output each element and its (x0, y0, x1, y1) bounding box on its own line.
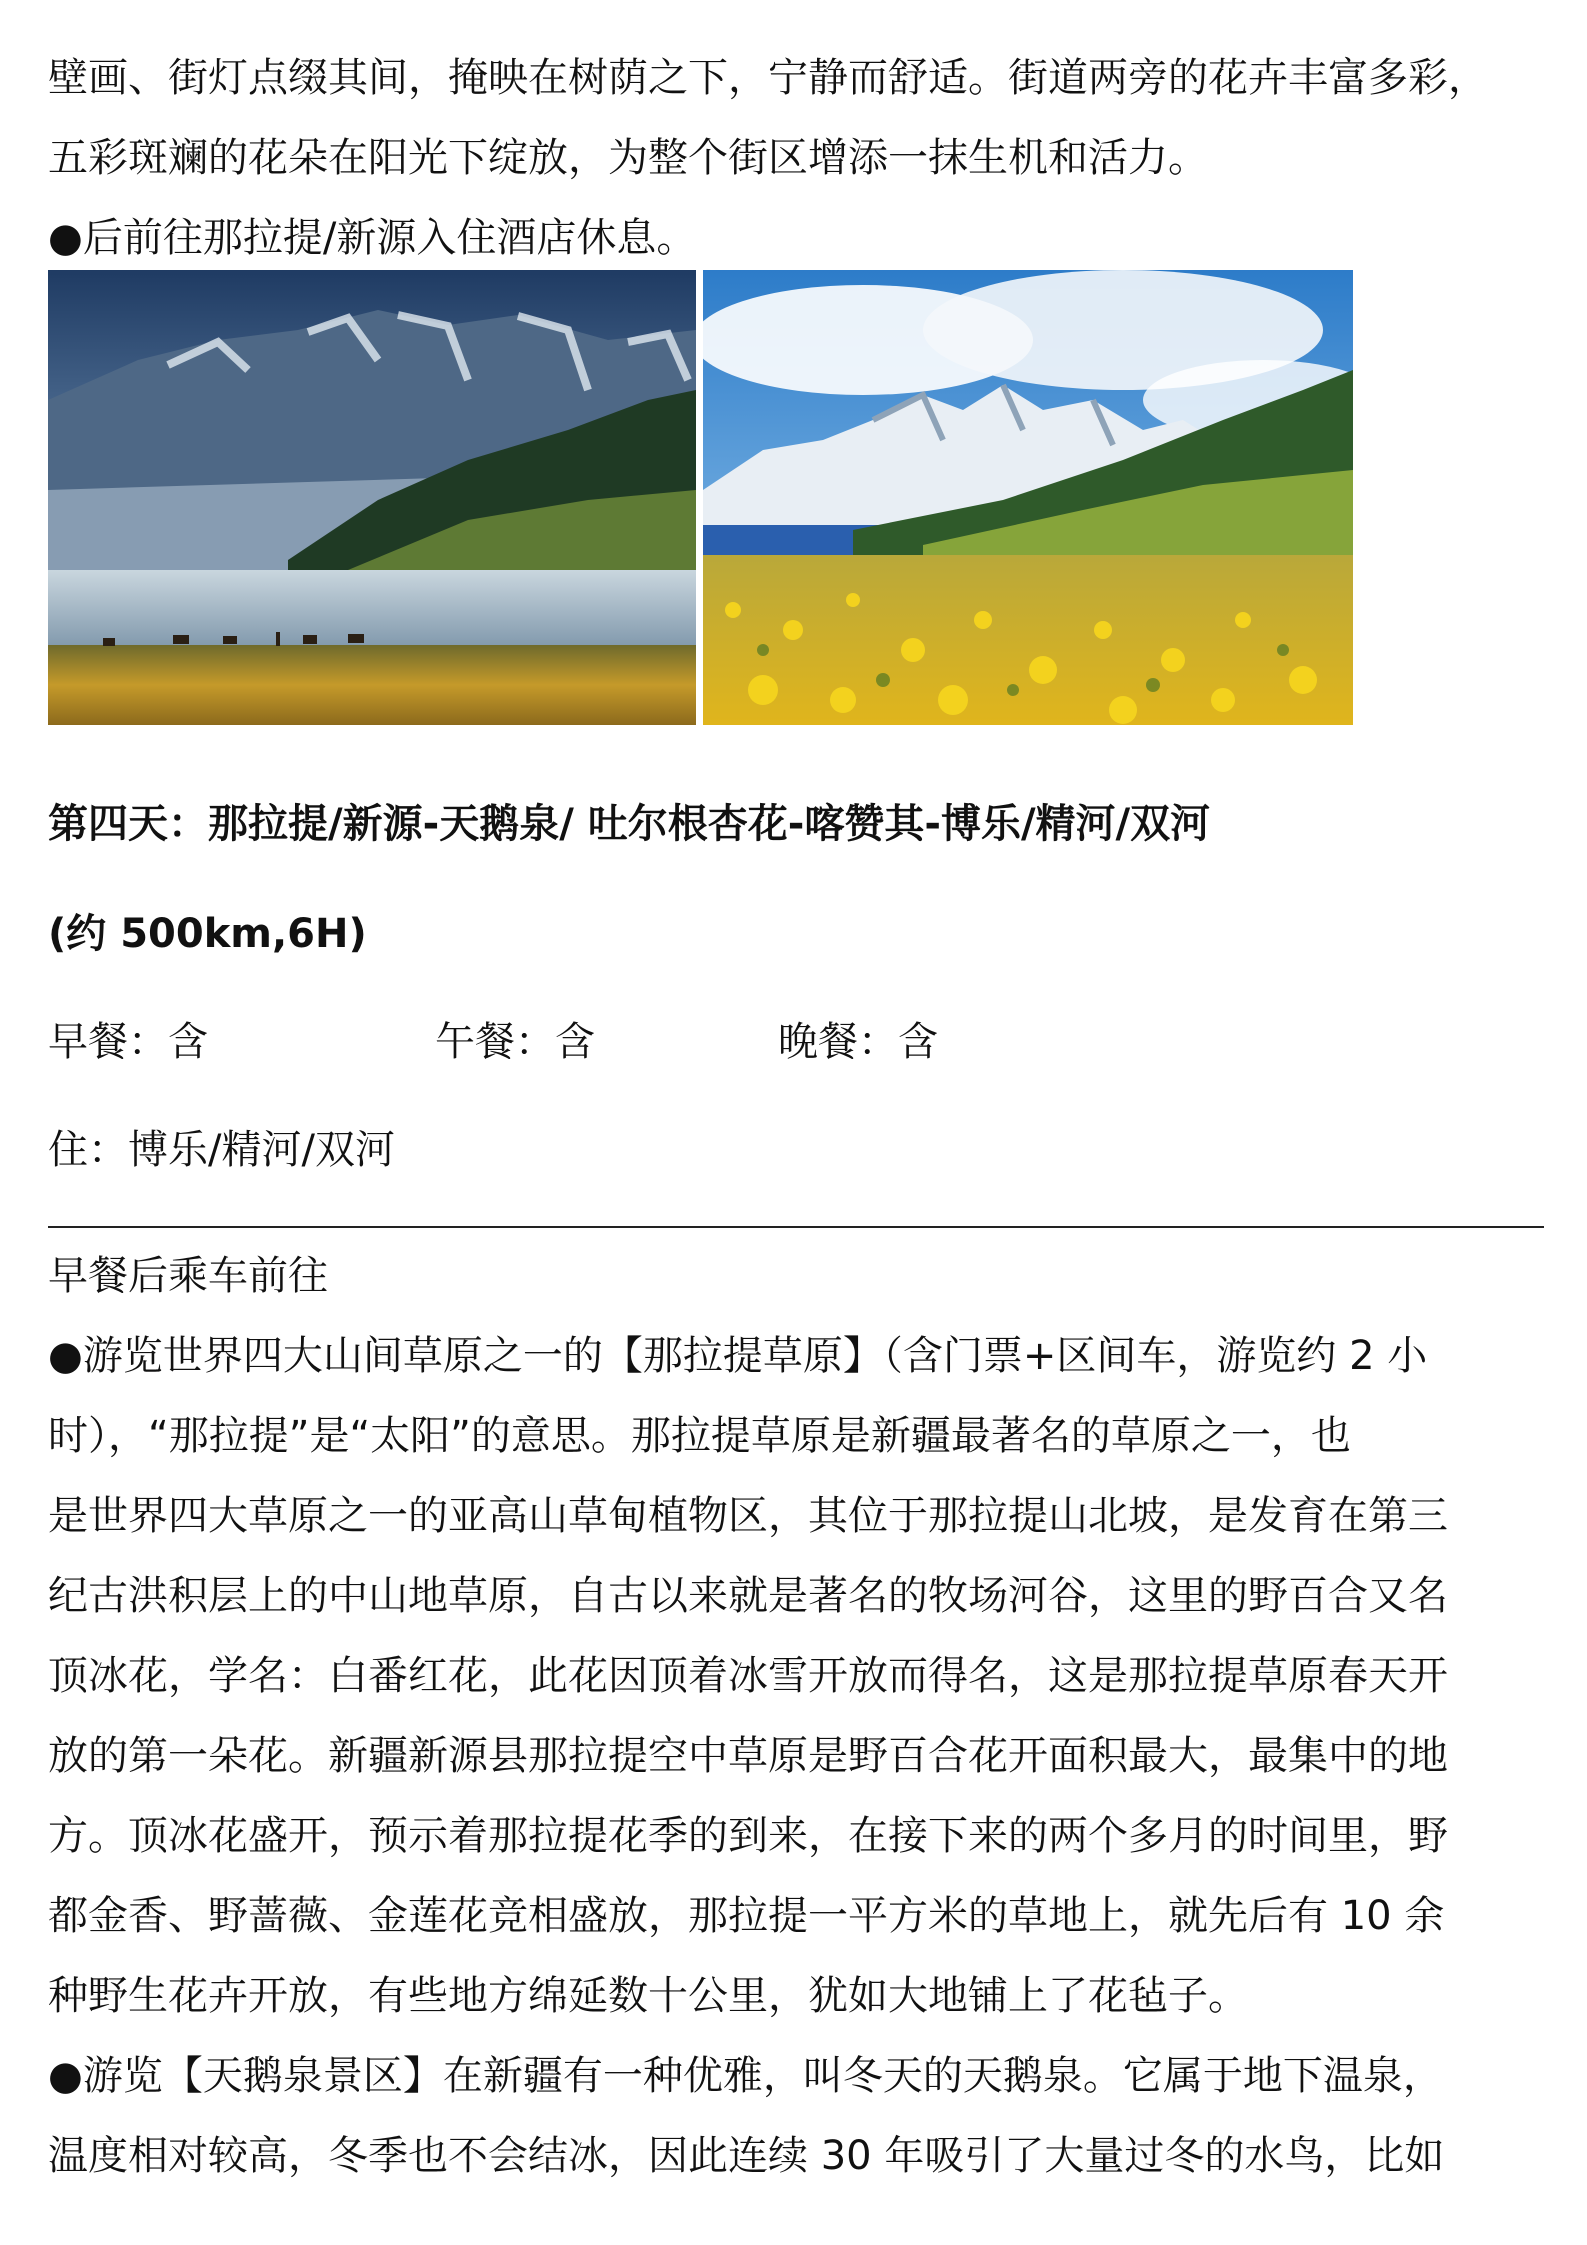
body-line-8: 方。顶冰花盛开，预示着那拉提花季的到来，在接下来的两个多月的时间里，野 (48, 1813, 1448, 1859)
body-line-11: ●游览【天鹅泉景区】在新疆有一种优雅，叫冬天的天鹅泉。它属于地下温泉， (48, 2053, 1443, 2099)
body-line-9: 都金香、野蔷薇、金莲花竞相盛放，那拉提一平方米的草地上，就先后有 10 余 (48, 1893, 1445, 1939)
body-line-4: 是世界四大草原之一的亚高山草甸植物区，其位于那拉提山北坡，是发育在第三 (48, 1493, 1448, 1539)
body-line-1: 早餐后乘车前往 (48, 1253, 328, 1299)
dinner-info: 晚餐：含 (778, 1019, 938, 1065)
intro-line-3: ●后前往那拉提/新源入住酒店休息。 (48, 215, 697, 261)
lake-mountain-photo (48, 270, 696, 725)
day4-title: 第四天：那拉提/新源-天鹅泉/ 吐尔根杏花-喀赞其-博乐/精河/双河 (48, 801, 1211, 847)
day4-distance: (约 500km,6H) (48, 911, 367, 957)
intro-line-2: 五彩斑斓的花朵在阳光下绽放，为整个街区增添一抹生机和活力。 (48, 135, 1208, 181)
lunch-info: 午餐：含 (435, 1019, 595, 1065)
body-line-10: 种野生花卉开放，有些地方绵延数十公里，犹如大地铺上了花毡子。 (48, 1973, 1248, 2019)
body-line-7: 放的第一朵花。新疆新源县那拉提空中草原是野百合花开面积最大，最集中的地 (48, 1733, 1448, 1779)
section-divider (48, 1226, 1544, 1228)
body-line-6: 顶冰花，学名：白番红花，此花因顶着冰雪开放而得名，这是那拉提草原春天开 (48, 1653, 1448, 1699)
body-line-2: ●游览世界四大山间草原之一的【那拉提草原】（含门票+区间车，游览约 2 小 (48, 1333, 1428, 1379)
breakfast-info: 早餐：含 (48, 1019, 208, 1065)
body-line-3: 时），“那拉提”是“太阳”的意思。那拉提草原是新疆最著名的草原之一，也 (48, 1413, 1351, 1459)
body-line-5: 纪古洪积层上的中山地草原，自古以来就是著名的牧场河谷，这里的野百合又名 (48, 1573, 1448, 1619)
flower-field-photo (703, 270, 1353, 725)
intro-line-1: 壁画、街灯点缀其间，掩映在树荫之下，宁静而舒适。街道两旁的花卉丰富多彩， (48, 55, 1488, 101)
body-line-12: 温度相对较高，冬季也不会结冰，因此连续 30 年吸引了大量过冬的水鸟，比如 (48, 2133, 1445, 2179)
accommodation-info: 住：博乐/精河/双河 (48, 1127, 395, 1173)
